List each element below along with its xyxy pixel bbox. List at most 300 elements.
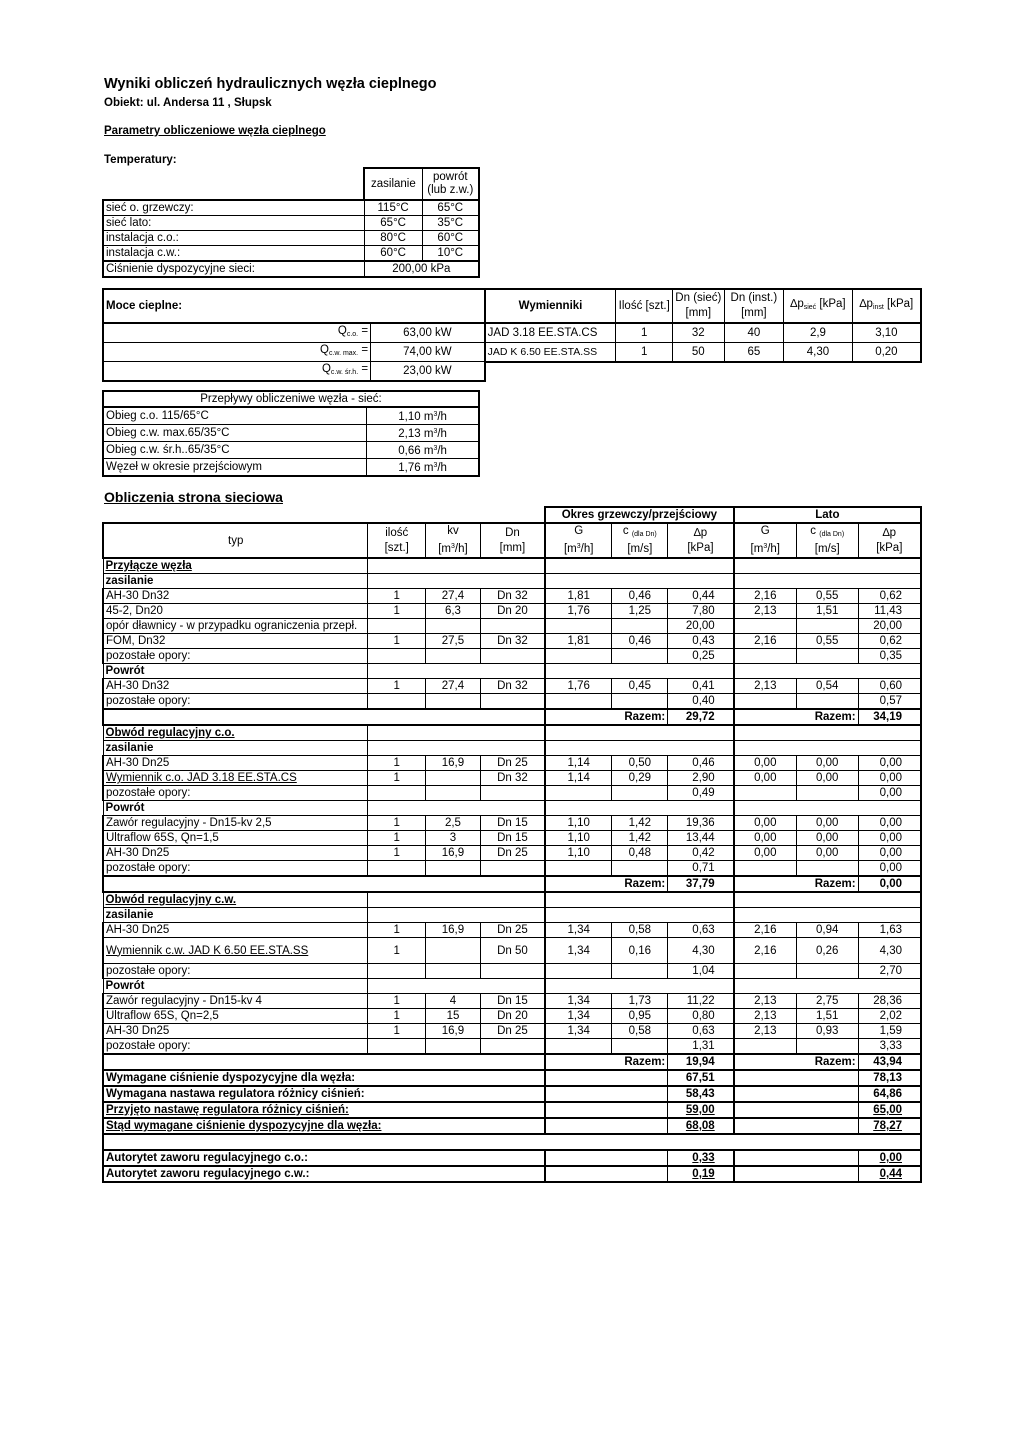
sum-summer: 0,00 xyxy=(858,876,921,892)
cell-c-summer: 0,26 xyxy=(796,938,858,964)
cell-dp-summer: 0,00 xyxy=(858,861,921,877)
exchanger-dp-net: 2,9 xyxy=(784,323,853,343)
dn-inst-header: Dn (inst.) [mm] xyxy=(724,289,784,323)
cell-g-heating xyxy=(545,694,612,710)
row-label: FOM, Dn32 xyxy=(103,634,368,649)
cell-qty: 1 xyxy=(368,604,426,619)
exchanger-dn-net: 32 xyxy=(673,323,725,343)
cell-qty: 1 xyxy=(368,771,426,786)
cell-dp-heating: 0,42 xyxy=(668,846,734,861)
cell-c-heating xyxy=(612,649,668,664)
exchangers-header: Wymienniki xyxy=(485,289,616,323)
row-label: AH-30 Dn25 xyxy=(103,1024,368,1039)
cell-qty xyxy=(368,786,426,801)
col-dn: Dn [mm] xyxy=(480,523,545,558)
table-row xyxy=(103,861,921,877)
table-row xyxy=(103,694,921,710)
row-label: 45-2, Dn20 xyxy=(103,604,368,619)
cell-g-heating: 1,14 xyxy=(545,771,612,786)
section-title-row xyxy=(103,725,921,741)
col-g-summer: G $[m^3/h]$ xyxy=(734,523,797,558)
cell-dn xyxy=(480,861,545,877)
cell-c-heating: 0,16 xyxy=(612,938,668,964)
col-g-heating: G $[m^3/h]$ xyxy=(545,523,612,558)
cell-g-summer: 2,16 xyxy=(734,634,797,649)
object-address: Obiekt: ul. Andersa 11 , Słupsk xyxy=(104,97,272,109)
table-row xyxy=(103,831,921,846)
row-label: AH-30 Dn25 xyxy=(103,756,368,771)
subheader-row xyxy=(103,741,921,756)
cell-g-summer: 2,16 xyxy=(734,589,797,604)
power-row xyxy=(103,323,921,343)
power-title: Moce cieplne: xyxy=(103,289,485,323)
table-row xyxy=(103,634,921,649)
table-row xyxy=(103,604,921,619)
cell-c-summer xyxy=(796,619,858,634)
cell-g-summer: 2,13 xyxy=(734,994,797,1009)
cell-kv xyxy=(426,1039,481,1055)
cell-qty: 1 xyxy=(368,846,426,861)
cell-c-heating: 1,73 xyxy=(612,994,668,1009)
cell-dp-heating: 0,63 xyxy=(668,923,734,938)
cell-g-summer: 2,13 xyxy=(734,1009,797,1024)
cell-dp-heating: 0,46 xyxy=(668,756,734,771)
period-heating: Okres grzewczy/przejściowy xyxy=(545,507,734,523)
cell-qty: 1 xyxy=(368,938,426,964)
cell-dp-summer: 0,00 xyxy=(858,831,921,846)
cell-c-heating: 1,42 xyxy=(612,816,668,831)
cell-g-summer xyxy=(734,964,797,979)
cell-c-summer: 0,55 xyxy=(796,634,858,649)
cell-dn: Dn 50 xyxy=(480,938,545,964)
table-row xyxy=(103,1009,921,1024)
cell-kv: 4 xyxy=(426,994,481,1009)
table-row xyxy=(103,816,921,831)
exchanger-name: JAD K 6.50 EE.STA.SS xyxy=(485,343,616,362)
cell-kv: 15 xyxy=(426,1009,481,1024)
cell-g-heating xyxy=(545,861,612,877)
row-label: Ultraflow 65S, Qn=2,5 xyxy=(103,1009,368,1024)
cell-qty: 1 xyxy=(368,589,426,604)
flow-row xyxy=(103,459,479,477)
result-row xyxy=(103,1070,921,1086)
cell-g-summer xyxy=(734,786,797,801)
pressure-value: 200,00 kPa xyxy=(364,261,479,277)
cell-dp-heating: 11,22 xyxy=(668,994,734,1009)
cell-dp-summer: 0,00 xyxy=(858,846,921,861)
result-summer: 65,00 xyxy=(858,1102,921,1118)
cell-dp-heating: 20,00 xyxy=(668,619,734,634)
cell-dn: Dn 15 xyxy=(480,994,545,1009)
cell-c-summer xyxy=(796,964,858,979)
exchangers-qty-header: Ilość [szt.] xyxy=(616,289,673,323)
table-row xyxy=(103,1039,921,1055)
row-label: Ultraflow 65S, Qn=1,5 xyxy=(103,831,368,846)
exchanger-dn-net: 50 xyxy=(673,343,725,362)
col-c-summer: c $_{(dla Dn)}$ [m/s] xyxy=(796,523,858,558)
section-title: Obwód regulacyjny c.o. xyxy=(103,725,368,741)
cell-g-heating: 1,14 xyxy=(545,756,612,771)
authority-label: Autorytet zaworu regulacyjnego c.w.: xyxy=(103,1166,545,1182)
table-row xyxy=(103,994,921,1009)
calc-table xyxy=(102,506,922,1183)
col-c-heating: c $_{(dla Dn)}$ [m/s] xyxy=(612,523,668,558)
subheader-label: zasilanie xyxy=(103,741,368,756)
cell-c-summer: 0,55 xyxy=(796,589,858,604)
col-type: typ xyxy=(103,523,368,558)
authority-row xyxy=(103,1150,921,1166)
cell-dp-heating: 0,25 xyxy=(668,649,734,664)
dp-net-header: $\Delta p_{sieć}$ [kPa] xyxy=(784,289,853,323)
cell-g-heating: 1,34 xyxy=(545,923,612,938)
cell-dp-summer: 4,30 xyxy=(858,938,921,964)
power-symbol: $Q_{c.w. śr.h.}$ = xyxy=(103,362,371,382)
cell-g-heating: 1,34 xyxy=(545,938,612,964)
cell-dn: Dn 20 xyxy=(480,604,545,619)
cell-dp-summer: 11,43 xyxy=(858,604,921,619)
cell-dp-summer: 2,02 xyxy=(858,1009,921,1024)
authority-heating: 0,19 xyxy=(668,1166,734,1182)
dn-net-header: Dn (sieć) [mm] xyxy=(673,289,725,323)
col-dp-heating: ∆p [kPa] xyxy=(668,523,734,558)
flow-value: 0,66 $m^3/h$ xyxy=(367,442,479,459)
result-row xyxy=(103,1102,921,1118)
cell-kv xyxy=(426,964,481,979)
cell-qty: 1 xyxy=(368,1009,426,1024)
section-title: Przyłącze węzła xyxy=(103,558,368,574)
flow-row xyxy=(103,425,479,442)
table-row xyxy=(103,679,921,694)
cell-dn xyxy=(480,1039,545,1055)
cell-dn: Dn 25 xyxy=(480,923,545,938)
cell-dp-heating: 0,71 xyxy=(668,861,734,877)
cell-qty xyxy=(368,619,426,634)
authority-heating: 0,33 xyxy=(668,1150,734,1166)
cell-dn: Dn 25 xyxy=(480,756,545,771)
cell-g-heating xyxy=(545,619,612,634)
subheader-row xyxy=(103,908,921,923)
table-row xyxy=(103,649,921,664)
col-return: powrót (lub z.w.) xyxy=(422,168,479,200)
cell-dn: Dn 15 xyxy=(480,816,545,831)
row-label: Zawór regulacyjny - Dn15-kv 2,5 xyxy=(103,816,368,831)
page-title: Wyniki obliczeń hydraulicznych węzła cieplnego xyxy=(104,76,437,92)
sum-row: Razem: 19,94 Razem: 43,94 xyxy=(103,1054,921,1070)
cell-c-heating xyxy=(612,861,668,877)
table-row xyxy=(103,846,921,861)
cell-c-summer: 1,51 xyxy=(796,1009,858,1024)
table-row xyxy=(103,756,921,771)
calc-title: Obliczenia strona sieciowa xyxy=(104,489,283,505)
cell-kv: 27,4 xyxy=(426,589,481,604)
power-value: 23,00 kW xyxy=(371,362,485,382)
cell-dp-summer: 1,59 xyxy=(858,1024,921,1039)
row-label: pozostałe opory: xyxy=(103,694,368,710)
cell-dp-summer: 0,60 xyxy=(858,679,921,694)
flow-row xyxy=(103,442,479,459)
cell-kv: 16,9 xyxy=(426,923,481,938)
cell-qty xyxy=(368,861,426,877)
subheader-row xyxy=(103,574,921,589)
col-dp-summer: ∆p [kPa] xyxy=(858,523,921,558)
cell-kv: 16,9 xyxy=(426,846,481,861)
flow-row xyxy=(103,407,479,425)
cell-g-summer: 2,16 xyxy=(734,938,797,964)
power-symbol: $Q_{c.o.}$ = xyxy=(103,323,371,343)
cell-dn: Dn 25 xyxy=(480,846,545,861)
cell-dp-summer: 0,00 xyxy=(858,756,921,771)
cell-g-heating: 1,76 xyxy=(545,604,612,619)
cell-dp-heating: 0,63 xyxy=(668,1024,734,1039)
cell-dn: Dn 25 xyxy=(480,1024,545,1039)
cell-dn: Dn 32 xyxy=(480,634,545,649)
cell-qty: 1 xyxy=(368,634,426,649)
cell-dp-summer: 0,62 xyxy=(858,589,921,604)
cell-dp-summer: 0,57 xyxy=(858,694,921,710)
cell-kv xyxy=(426,861,481,877)
cell-g-heating: 1,34 xyxy=(545,1009,612,1024)
sum-summer: 43,94 xyxy=(858,1054,921,1070)
cell-g-summer: 2,13 xyxy=(734,1024,797,1039)
exchanger-qty: 1 xyxy=(616,323,673,343)
cell-c-heating: 0,50 xyxy=(612,756,668,771)
cell-dp-heating: 1,31 xyxy=(668,1039,734,1055)
cell-dp-heating: 1,04 xyxy=(668,964,734,979)
row-label: pozostałe opory: xyxy=(103,1039,368,1055)
authority-summer: 0,44 xyxy=(858,1166,921,1182)
exchanger-dp-inst: 3,10 xyxy=(852,323,921,343)
flow-value: 1,76 $m^3/h$ xyxy=(367,459,479,477)
row-label: AH-30 Dn25 xyxy=(103,846,368,861)
cell-dp-heating: 19,36 xyxy=(668,816,734,831)
temperature-row xyxy=(103,200,479,216)
cell-dp-heating: 0,80 xyxy=(668,1009,734,1024)
cell-qty: 1 xyxy=(368,756,426,771)
authority-label: Autorytet zaworu regulacyjnego c.o.: xyxy=(103,1150,545,1166)
cell-dp-summer: 0,00 xyxy=(858,816,921,831)
cell-dp-summer: 28,36 xyxy=(858,994,921,1009)
cell-g-heating xyxy=(545,964,612,979)
cell-dn xyxy=(480,619,545,634)
temperature-supply: 65°C xyxy=(364,216,422,231)
power-exchangers-table xyxy=(102,288,922,382)
temperature-return: 65°C xyxy=(422,200,479,216)
temperature-row xyxy=(103,231,479,246)
cell-dn: Dn 15 xyxy=(480,831,545,846)
cell-dp-heating: 4,30 xyxy=(668,938,734,964)
cell-dn xyxy=(480,649,545,664)
table-row xyxy=(103,619,921,634)
cell-g-summer: 2,13 xyxy=(734,679,797,694)
sum-row: Razem: 29,72 Razem: 34,19 xyxy=(103,709,921,725)
result-row xyxy=(103,1118,921,1134)
cell-c-summer: 2,75 xyxy=(796,994,858,1009)
temperature-label: sieć o. grzewczy: xyxy=(103,200,364,216)
subheader-label: Powrót xyxy=(103,801,368,816)
cell-c-summer xyxy=(796,786,858,801)
temperature-label: instalacja c.w.: xyxy=(103,246,364,262)
cell-dp-summer: 1,63 xyxy=(858,923,921,938)
temperature-label: instalacja c.o.: xyxy=(103,231,364,246)
cell-c-summer: 0,00 xyxy=(796,816,858,831)
cell-qty: 1 xyxy=(368,816,426,831)
row-label: AH-30 Dn32 xyxy=(103,589,368,604)
table-row xyxy=(103,786,921,801)
cell-kv xyxy=(426,619,481,634)
cell-g-heating xyxy=(545,649,612,664)
subheader-row xyxy=(103,664,921,679)
power-symbol: $Q_{c.w. max.}$ = xyxy=(103,343,371,362)
cell-g-summer: 0,00 xyxy=(734,771,797,786)
result-summer: 78,13 xyxy=(858,1070,921,1086)
cell-dp-summer: 0,00 xyxy=(858,771,921,786)
result-summer: 64,86 xyxy=(858,1086,921,1102)
section-title-row xyxy=(103,558,921,574)
spacer-row xyxy=(103,1134,921,1150)
period-summer: Lato xyxy=(734,507,921,523)
exchanger-name: JAD 3.18 EE.STA.CS xyxy=(485,323,616,343)
cell-qty xyxy=(368,649,426,664)
cell-g-heating: 1,10 xyxy=(545,831,612,846)
cell-g-heating: 1,34 xyxy=(545,1024,612,1039)
result-heating: 67,51 xyxy=(668,1070,734,1086)
cell-dp-heating: 0,44 xyxy=(668,589,734,604)
cell-qty: 1 xyxy=(368,831,426,846)
cell-g-summer xyxy=(734,861,797,877)
flow-label: Obieg c.w. max.65/35°C xyxy=(103,425,367,442)
cell-dp-heating: 0,49 xyxy=(668,786,734,801)
col-qty: ilość [szt.] xyxy=(368,523,426,558)
cell-g-summer: 0,00 xyxy=(734,816,797,831)
cell-qty xyxy=(368,694,426,710)
flows-table xyxy=(102,390,480,477)
cell-c-heating xyxy=(612,786,668,801)
cell-qty: 1 xyxy=(368,1024,426,1039)
cell-dp-summer: 20,00 xyxy=(858,619,921,634)
cell-c-summer: 0,93 xyxy=(796,1024,858,1039)
exchanger-qty: 1 xyxy=(616,343,673,362)
result-heating: 68,08 xyxy=(668,1118,734,1134)
result-label: Wymagane ciśnienie dyspozycyjne dla węzła: xyxy=(103,1070,545,1086)
cell-c-heating: 0,48 xyxy=(612,846,668,861)
cell-kv: 2,5 xyxy=(426,816,481,831)
cell-c-summer: 1,51 xyxy=(796,604,858,619)
cell-c-heating: 0,29 xyxy=(612,771,668,786)
cell-g-summer: 2,13 xyxy=(734,604,797,619)
sum-summer: 34,19 xyxy=(858,709,921,725)
flow-label: Węzeł w okresie przejściowym xyxy=(103,459,367,477)
temperature-return: 60°C xyxy=(422,231,479,246)
section-title: Obwód regulacyjny c.w. xyxy=(103,892,368,908)
cell-dp-heating: 0,40 xyxy=(668,694,734,710)
power-value: 74,00 kW xyxy=(371,343,485,362)
cell-g-summer: 0,00 xyxy=(734,831,797,846)
dp-inst-header: $\Delta p_{inst}$ [kPa] xyxy=(852,289,921,323)
cell-dn: Dn 32 xyxy=(480,771,545,786)
cell-dn xyxy=(480,964,545,979)
cell-dp-summer: 0,35 xyxy=(858,649,921,664)
authority-row xyxy=(103,1166,921,1182)
cell-g-summer xyxy=(734,619,797,634)
cell-c-heating xyxy=(612,1039,668,1055)
cell-dn xyxy=(480,694,545,710)
subheader-label: Powrót xyxy=(103,979,368,994)
cell-kv xyxy=(426,694,481,710)
cell-qty: 1 xyxy=(368,994,426,1009)
flow-value: 2,13 $m^3/h$ xyxy=(367,425,479,442)
row-label: pozostałe opory: xyxy=(103,861,368,877)
cell-g-heating: 1,10 xyxy=(545,816,612,831)
cell-dp-heating: 7,80 xyxy=(668,604,734,619)
cell-g-summer: 0,00 xyxy=(734,756,797,771)
cell-c-heating: 0,45 xyxy=(612,679,668,694)
cell-kv: 16,9 xyxy=(426,1024,481,1039)
cell-c-heating: 0,46 xyxy=(612,589,668,604)
cell-c-summer: 0,94 xyxy=(796,923,858,938)
row-label: pozostałe opory: xyxy=(103,964,368,979)
temperature-supply: 80°C xyxy=(364,231,422,246)
authority-summer: 0,00 xyxy=(858,1150,921,1166)
cell-dp-heating: 0,41 xyxy=(668,679,734,694)
temperature-return: 10°C xyxy=(422,246,479,262)
cell-c-heating: 0,58 xyxy=(612,1024,668,1039)
row-label: Wymiennik c.o. JAD 3.18 EE.STA.CS xyxy=(103,771,368,786)
temperature-supply: 60°C xyxy=(364,246,422,262)
cell-c-heating xyxy=(612,619,668,634)
cell-kv: 27,4 xyxy=(426,679,481,694)
temperatures-label: Temperatury: xyxy=(104,154,177,166)
cell-c-summer: 0,00 xyxy=(796,846,858,861)
cell-g-summer xyxy=(734,1039,797,1055)
temperatures-table xyxy=(102,167,480,278)
cell-c-summer xyxy=(796,861,858,877)
sum-heating: 19,94 xyxy=(668,1054,734,1070)
cell-c-heating: 0,58 xyxy=(612,923,668,938)
subheader-label: zasilanie xyxy=(103,574,368,589)
cell-dp-summer: 3,33 xyxy=(858,1039,921,1055)
sum-row: Razem: 37,79 Razem: 0,00 xyxy=(103,876,921,892)
cell-c-heating xyxy=(612,694,668,710)
result-label: Wymagana nastawa regulatora różnicy ciśnień: xyxy=(103,1086,545,1102)
row-label: Wymiennik c.w. JAD K 6.50 EE.STA.SS xyxy=(103,938,368,964)
flows-title: Przepływy obliczeniwe węzła - sieć: xyxy=(103,391,479,407)
row-label: Zawór regulacyjny - Dn15-kv 4 xyxy=(103,994,368,1009)
result-row xyxy=(103,1086,921,1102)
power-value: 63,00 kW xyxy=(371,323,485,343)
cell-c-heating: 1,42 xyxy=(612,831,668,846)
temperature-supply: 115°C xyxy=(364,200,422,216)
cell-kv xyxy=(426,771,481,786)
cell-dn: Dn 20 xyxy=(480,1009,545,1024)
col-supply: zasilanie xyxy=(364,168,422,200)
temperature-row xyxy=(103,246,479,262)
flow-label: Obieg c.o. 115/65°C xyxy=(103,407,367,425)
cell-kv: 27,5 xyxy=(426,634,481,649)
cell-dn: Dn 32 xyxy=(480,679,545,694)
table-row xyxy=(103,1024,921,1039)
cell-dp-heating: 2,90 xyxy=(668,771,734,786)
col-kv: kv $[m^3/h]$ xyxy=(426,523,481,558)
result-heating: 59,00 xyxy=(668,1102,734,1118)
cell-g-heating: 1,10 xyxy=(545,846,612,861)
row-label: opór dławnicy - w przypadku ograniczenia przepł. xyxy=(103,619,368,634)
cell-kv xyxy=(426,786,481,801)
cell-g-heating: 1,76 xyxy=(545,679,612,694)
cell-dp-heating: 0,43 xyxy=(668,634,734,649)
cell-kv: 6,3 xyxy=(426,604,481,619)
cell-kv: 16,9 xyxy=(426,756,481,771)
result-heating: 58,43 xyxy=(668,1086,734,1102)
